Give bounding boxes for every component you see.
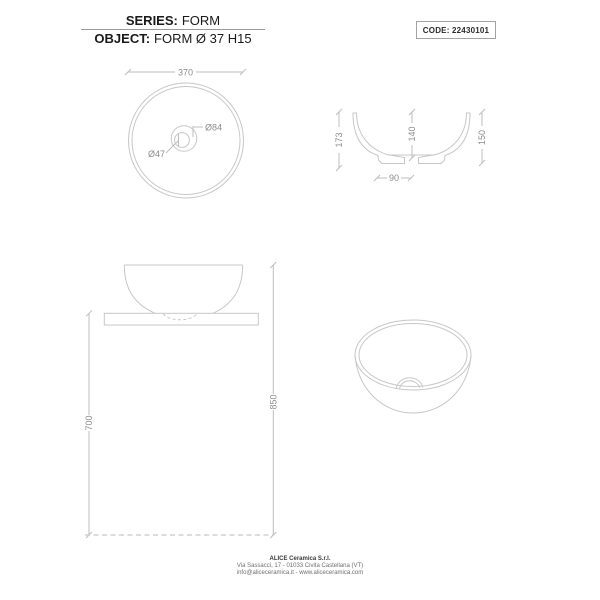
bowl-rim-outer-ellipse	[355, 320, 471, 390]
dim-label-base-width: 90	[388, 173, 400, 183]
counter-top	[104, 313, 258, 325]
front-bowl-left-side	[124, 265, 155, 313]
dim-90	[374, 173, 414, 183]
title-divider	[81, 29, 265, 30]
company-name: ALICE Ceramica S.r.l.	[269, 556, 331, 562]
dim-150	[477, 109, 487, 166]
front-bowl-right-side	[213, 265, 243, 313]
front-view-drawing	[75, 255, 285, 545]
perspective-view-drawing	[345, 310, 485, 425]
object-label: OBJECT:	[94, 31, 151, 46]
dim-label-counter-height: 700	[84, 415, 94, 431]
dim-label-drain-outer: Ø84	[205, 122, 223, 133]
dim-label-total-height: 850	[268, 394, 279, 410]
dim-700	[84, 310, 94, 538]
dim-drain-outer	[193, 123, 222, 138]
basin-inner-rim	[132, 87, 240, 195]
dim-label-diameter: 370	[177, 67, 194, 78]
product-code-box	[416, 21, 496, 39]
series-value: FORM	[181, 13, 221, 28]
top-view-drawing	[90, 58, 270, 208]
drain-hole-circle	[175, 133, 190, 148]
section-right-wall	[419, 113, 471, 164]
object-value: FORM Ø 37 H15	[154, 31, 252, 46]
bowl-rim-inner-ellipse	[359, 324, 467, 387]
dim-label-drain-inner: Ø47	[147, 149, 165, 159]
dim-140	[407, 109, 417, 161]
dim-370	[125, 68, 246, 78]
company-contacts: info@aliceceramica.it - www.aliceceramica.com	[236, 570, 364, 576]
bowl-body-outline	[355, 355, 471, 413]
dim-label-inner-depth: 140	[407, 126, 417, 142]
title-block	[78, 13, 268, 46]
company-address: Via Sassacci, 17 - 01033 Civita Castellana (VT)	[236, 563, 364, 569]
company-footer	[0, 556, 600, 577]
drain-dome-inner	[400, 381, 421, 389]
section-view-drawing	[325, 100, 495, 190]
section-left-wall	[353, 113, 405, 164]
dim-173	[334, 109, 344, 171]
product-code: CODE: 22430101	[422, 25, 490, 35]
series-label: SERIES:	[125, 13, 178, 28]
basin-outer-rim	[129, 83, 244, 198]
dim-label-height: 150	[477, 129, 487, 146]
series-line	[78, 13, 268, 28]
dim-850	[268, 262, 278, 538]
dim-label-total-height: 173	[334, 132, 344, 148]
object-line	[78, 31, 268, 46]
